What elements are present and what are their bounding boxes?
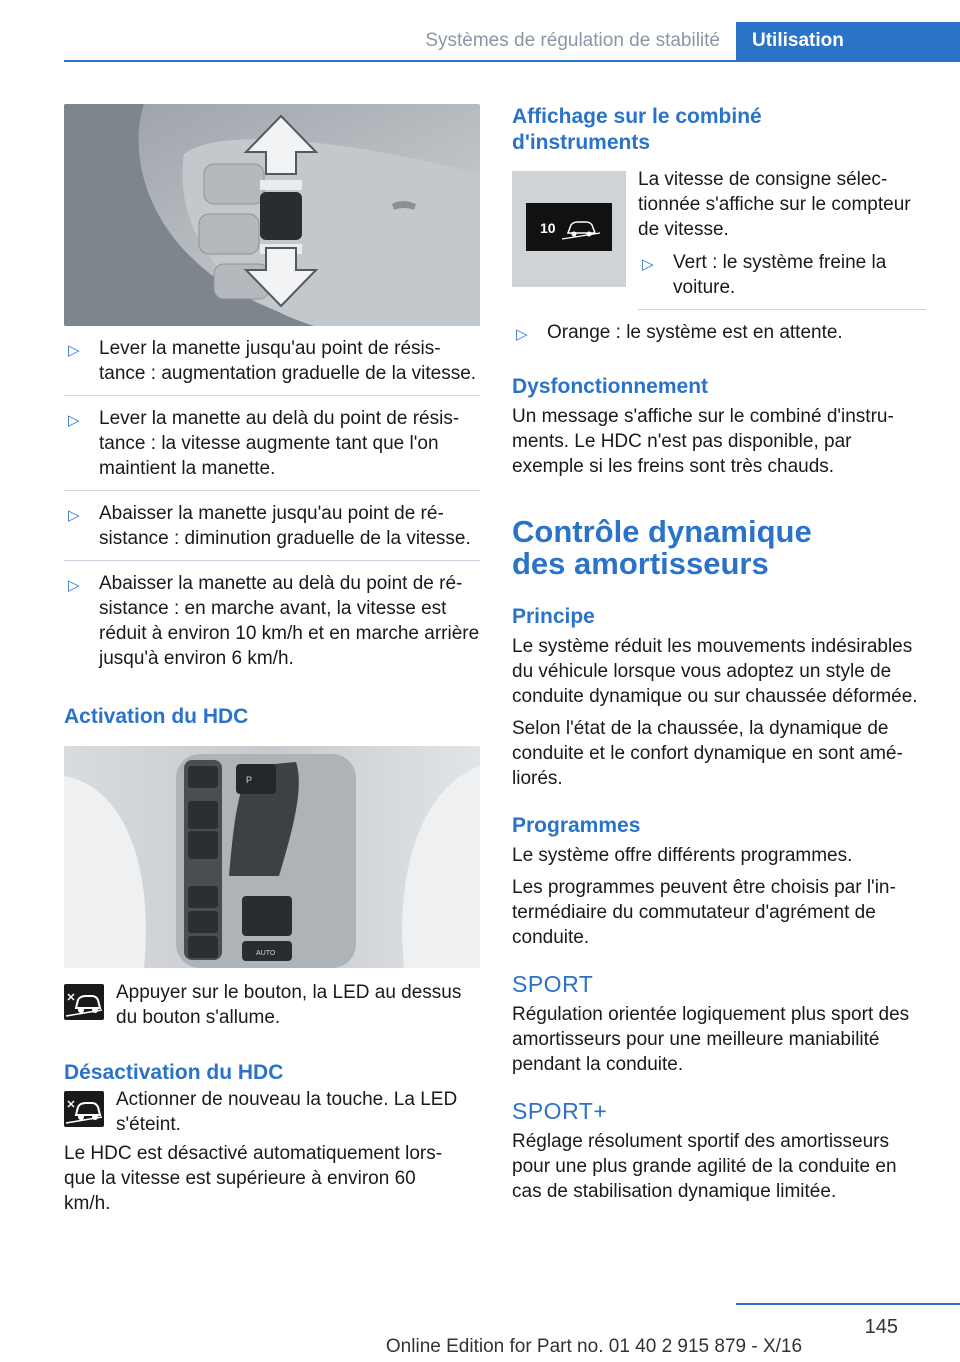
triangle-right-icon: ▷ bbox=[516, 326, 528, 343]
list-item: ▷ Abaisser la manette jusqu'au point de résistance : diminution graduelle de la vitesse. bbox=[64, 491, 480, 561]
list-item: ▷ Lever la manette au delà du point de résistance : la vitesse augmente tant que l'on maintient la manette. bbox=[64, 396, 480, 491]
status-sub-list bbox=[638, 244, 926, 310]
hdc-car-descent-icon bbox=[64, 984, 104, 1020]
steering-wheel-photo bbox=[64, 104, 480, 326]
header-rule bbox=[64, 60, 960, 62]
activation-text: Appuyer sur le bouton, la LED au dessus du bouton s'allume. bbox=[116, 982, 462, 1028]
triangle-right-icon: ▷ bbox=[68, 577, 80, 594]
activation-heading: Activation du HDC bbox=[64, 705, 249, 728]
sportplus-text: Réglage résolument sportif des amortisseurs pour une plus grande agilité de la conduite en cas de stabilisation dynamique limitée. bbox=[512, 1131, 897, 1202]
gear-console-photo bbox=[64, 746, 480, 968]
display-heading: Affichage sur le combiné d'instruments bbox=[512, 105, 762, 154]
triangle-right-icon: ▷ bbox=[68, 507, 80, 524]
deactivation-heading: Désactivation du HDC bbox=[64, 1061, 284, 1084]
list-item: ▷ Abaisser la manette au delà du point de résistance : en marche avant, la vitesse est réduit à environ 10 km/h et en marche arrière jusqu'à environ 6 km/h. bbox=[68, 573, 480, 669]
principle-heading: Principe bbox=[512, 605, 595, 628]
malfunction-text: Un message s'affiche sur le combiné d'instruments. Le HDC n'est pas disponible, par exemple si les freins sont très chauds. bbox=[512, 406, 894, 477]
auto-button-label: AUTO bbox=[256, 950, 276, 957]
programs-text: Le système offre différents programmes. bbox=[512, 845, 853, 866]
display-text: La vitesse de consigne sélectionnée s'affiche sur le compteur de vitesse. bbox=[638, 169, 911, 240]
sport-text: Régulation orientée logiquement plus sport des amortisseurs pour une meilleure maniabilité pendant la conduite. bbox=[512, 1004, 910, 1075]
sport-heading: SPORT bbox=[512, 971, 594, 997]
running-header-section: Systèmes de régulation de stabilité bbox=[425, 30, 720, 51]
list-item: ▷ Lever la manette jusqu'au point de résistance : augmentation graduelle de la vitesse. bbox=[64, 326, 480, 396]
page-number: 145 bbox=[864, 1316, 898, 1338]
principle-text: Selon l'état de la chaussée, la dynamique de conduite et le confort dynamique en sont améliorés. bbox=[512, 718, 903, 789]
triangle-right-icon: ▷ bbox=[68, 342, 80, 359]
list-item: ▷ Orange : le système est en attente. bbox=[512, 310, 926, 354]
triangle-right-icon: ▷ bbox=[68, 412, 80, 429]
auto-off-text: Le HDC est désactivé automatiquement lorsque la vitesse est supérieure à environ 60 km/h. bbox=[64, 1143, 443, 1214]
deactivation-text: Actionner de nouveau la touche. La LED s'éteint. bbox=[116, 1089, 458, 1135]
p-button-label: P bbox=[246, 775, 253, 785]
edc-heading: Contrôle dynamique des amortisseurs bbox=[512, 514, 812, 581]
principle-text: Le système réduit les mouvements indésirables du véhicule lorsque vous adoptez un style de conduite dynamique ou sur chaussée déformée. bbox=[512, 636, 918, 707]
footer-rule bbox=[736, 1303, 960, 1305]
status-list bbox=[512, 310, 926, 354]
edition-footer: Online Edition for Part no. 01 40 2 915 879 - X/16 bbox=[385, 1336, 803, 1357]
programs-text: Les programmes peuvent être choisis par l'intermédiaire du commutateur d'agrément de conduite. bbox=[512, 877, 896, 948]
cluster-speed-number: 10 bbox=[540, 220, 556, 236]
activation-row bbox=[64, 980, 480, 1046]
programs-heading: Programmes bbox=[512, 814, 641, 837]
left-column bbox=[64, 104, 480, 1216]
sportplus-heading: SPORT+ bbox=[512, 1098, 608, 1124]
triangle-right-icon: ▷ bbox=[642, 256, 654, 273]
list-item: ▷ Vert : le système freine la voiture. bbox=[638, 244, 926, 310]
malfunction-heading: Dysfonctionnement bbox=[512, 375, 709, 398]
right-column bbox=[512, 104, 926, 1204]
instrument-cluster-image bbox=[512, 171, 626, 287]
hdc-car-descent-icon bbox=[64, 1091, 104, 1127]
cluster-display-block bbox=[512, 167, 926, 310]
running-header-tab: Utilisation bbox=[736, 22, 960, 62]
deactivation-row bbox=[64, 1087, 480, 1137]
lever-bullet-list bbox=[64, 326, 480, 680]
